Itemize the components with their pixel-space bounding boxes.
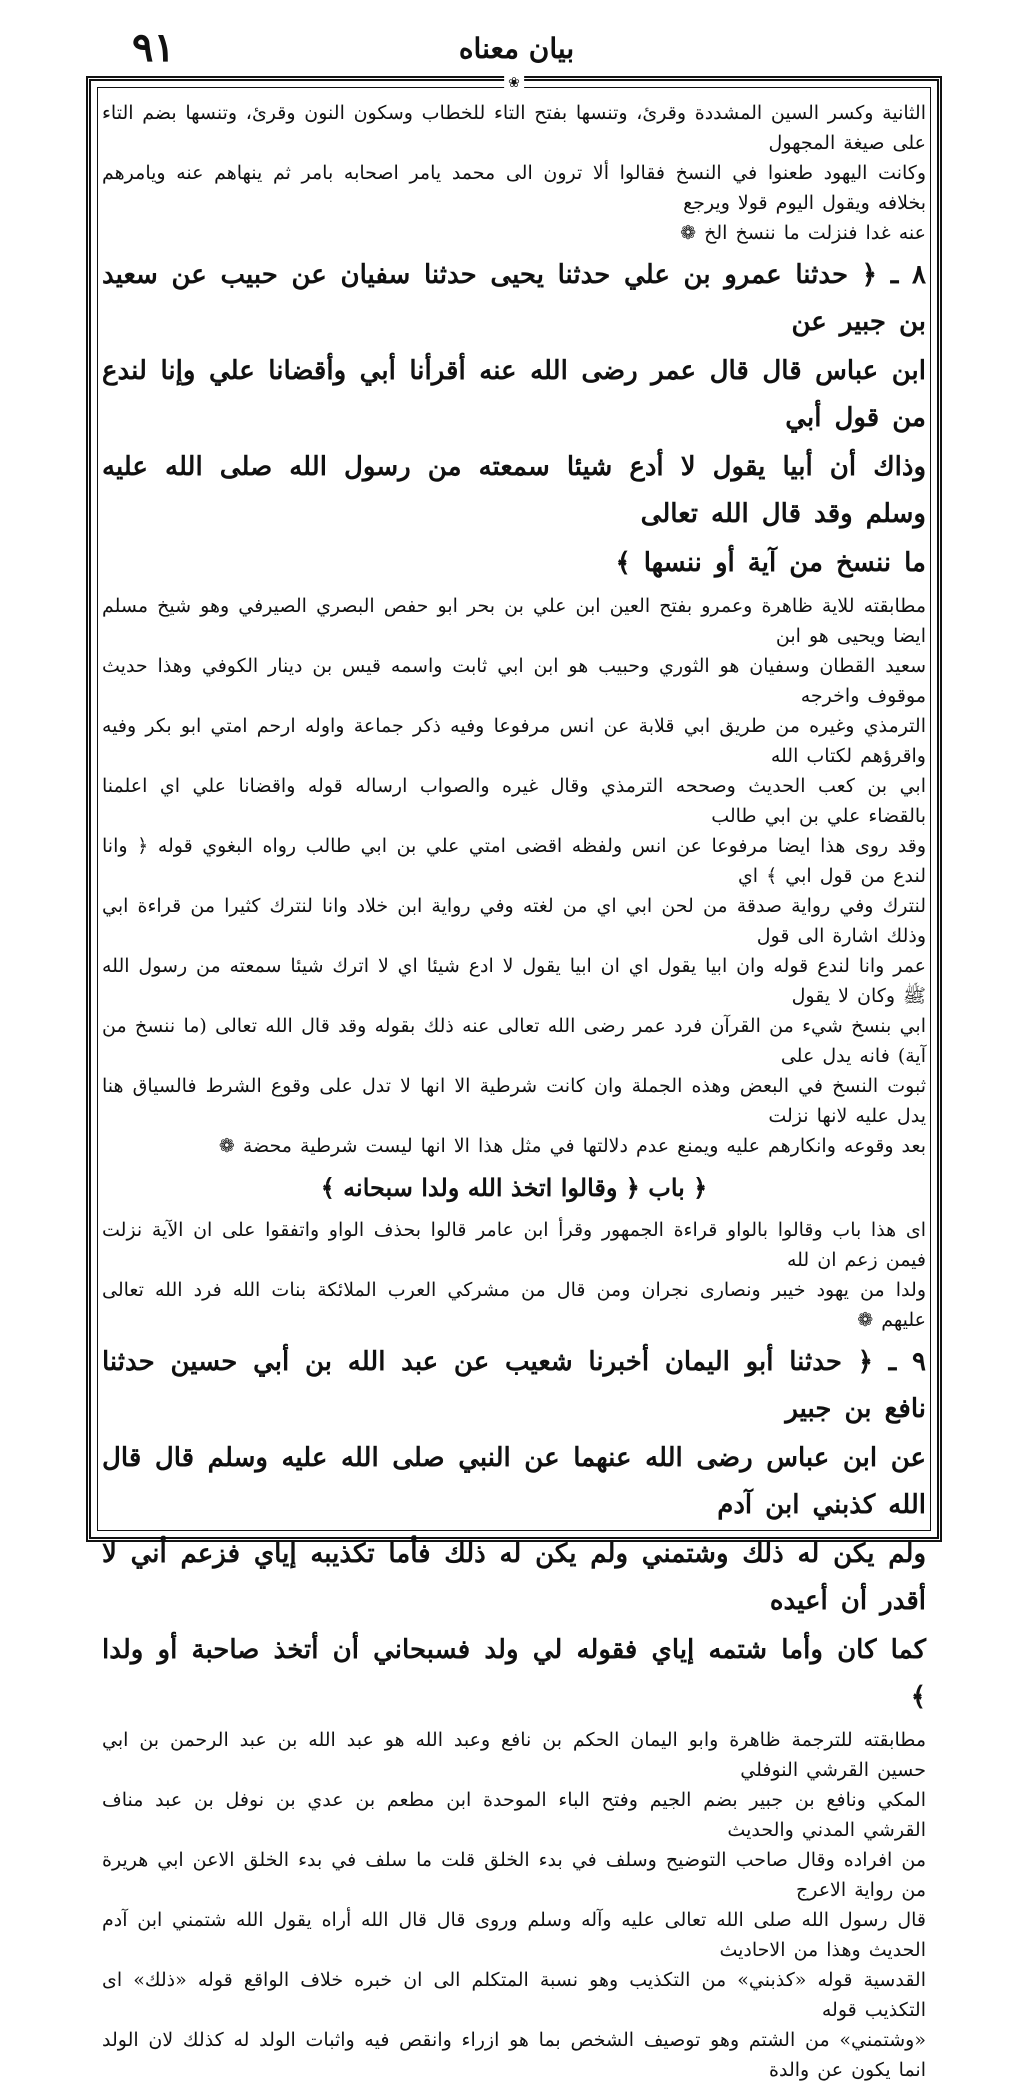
hadith-line: كما كان وأما شتمه إياي فقوله لي ولد فسبحاني أن أتخذ صاحبة أو ولدا ﴾ (102, 1635, 926, 1712)
text-line: عنه غدا فنزلت ما ننسخ الخ ❁ (680, 222, 926, 244)
text-line: مطابقته للترجمة ظاهرة وابو اليمان الحكم بن نافع وعبد الله هو عبد الله بن عبد الرحمن بن ابي حسين القرشي النوفلي (102, 1729, 926, 1781)
ornament-icon: ❀ (504, 75, 524, 91)
commentary-block-4 (102, 1725, 926, 2085)
hadith-line: ولم يكن له ذلك وشتمني ولم يكن له ذلك فأما تكذيبه إياي فزعم أني لا أقدر أن أعيده (102, 1539, 926, 1616)
text-line: ولدا من يهود خيبر ونصارى نجران ومن قال من مشركي العرب الملائكة بنات الله فرد الله تعالى عليهم ❁ (102, 1279, 926, 1331)
running-title: بیان معناه (458, 32, 575, 65)
text-line: سعيد القطان وسفيان هو الثوري وحبيب هو ابن ابي ثابت واسمه قيس بن دينار الكوفي وهذا حديث موقوف واخرجه (102, 655, 926, 707)
text-line: مطابقته للاية ظاهرة وعمرو بفتح العين ابن علي بن بحر ابو حفص البصري الصيرفي وهو شيخ مسلم ايضا ويحيى هو ابن (102, 595, 926, 647)
chapter-heading: ﴿ باب ﴿ وقالوا اتخذ الله ولدا سبحانه ﴾ (320, 1173, 708, 1202)
text-line: من افراده وقال صاحب التوضيح وسلف في بدء الخلق قلت ما سلف في بدء الخلق الاعن ابي هريرة من رواية الاعرج (102, 1849, 926, 1901)
page-number: ٩١ (132, 24, 175, 71)
text-line: لنترك وفي رواية صدقة من لحن ابي اي من لغته وفي رواية ابن خلاد وانا لنترك كثيرا من قراءة ابي وذلك اشارة الى قول (102, 895, 926, 947)
text-line: «وشتمني» من الشتم وهو توصيف الشخص بما هو ازراء وانقص فيه واثبات الولد له كذلك لان الولد انما يكون عن والدة (102, 2029, 926, 2081)
text-line: ثبوت النسخ في البعض وهذه الجملة وان كانت شرطية الا انها لا تدل على وقوع الشرط فالسياق هنا يدل عليه لانها نزلت (102, 1075, 926, 1127)
commentary-block-2 (102, 591, 926, 1161)
text-line: الترمذي وغيره من طريق ابي قلابة عن انس مرفوعا وفيه ذكر جماعة واوله ارحم امتي ابو بكر وفيه واقرؤهم لكتاب الله (102, 715, 926, 767)
text-line: بعد وقوعه وانكارهم عليه ويمنع عدم دلالتها في مثل هذا الا انها ليست شرطية محضة ❁ (218, 1135, 926, 1157)
commentary-block-3 (102, 1215, 926, 1335)
hadith-9 (102, 1339, 926, 1721)
text-line: اى هذا باب وقالوا بالواو قراءة الجمهور وقرأ ابن عامر قالوا بحذف الواو واتفقوا على ان الآية نزلت فيمن زعم ان لله (102, 1219, 926, 1271)
page-header (0, 14, 1033, 74)
commentary-block-1 (102, 98, 926, 248)
hadith-line: عن ابن عباس رضى الله عنهما عن النبي صلى الله عليه وسلم قال قال الله كذبني ابن آدم (102, 1443, 926, 1520)
text-line: ابي بنسخ شيء من القرآن فرد عمر رضى الله تعالى عنه ذلك بقوله وقد قال الله تعالى (ما ننسخ من آية) فانه يدل على (102, 1015, 926, 1067)
hadith-line: ٩ ـ ﴿ حدثنا أبو اليمان أخبرنا شعيب عن عبد الله بن أبي حسين حدثنا نافع بن جبير (102, 1347, 926, 1424)
hadith-8 (102, 252, 926, 587)
hadith-line: ٨ ـ ﴿ حدثنا عمرو بن علي حدثنا يحيى حدثنا سفيان عن حبيب عن سعيد بن جبير عن (102, 260, 926, 337)
hadith-line: ما ننسخ من آية أو ننسها ﴾ (615, 548, 926, 578)
hadith-line: وذاك أن أبيا يقول لا أدع شيئا سمعته من رسول الله صلى الله عليه وسلم وقد قال الله تعالى (102, 452, 926, 529)
text-line: المكي ونافع بن جبير بضم الجيم وفتح الباء الموحدة ابن مطعم بن عدي بن نوفل بن عبد مناف القرشي المدني والحديث (102, 1789, 926, 1841)
text-line: وقد روى هذا ايضا مرفوعا عن انس ولفظه اقضى امتي علي بن ابي طالب رواه البغوي قوله ﴿ وانا لندع من قول ابي ﴾ اي (102, 835, 926, 887)
text-line: وكانت اليهود طعنوا في النسخ فقالوا ألا ترون الى محمد يامر اصحابه بامر ثم ينهاهم عنه ويامرهم بخلافه ويقول اليوم قولا ويرجع (102, 162, 926, 214)
text-line: عمر وانا لندع قوله وان ابيا يقول اي ان ابيا يقول لا ادع شيئا اي لا اترك شيئا سمعته من رسول الله ﷺ وكان لا يقول (102, 955, 926, 1007)
text-line: الثانية وكسر السين المشددة وقرئ، وتنسها بفتح التاء للخطاب وسكون النون وقرئ، وتنسها بضم التاء على صيغة المجهول (102, 102, 926, 154)
main-text (102, 98, 926, 2089)
text-line: ابي بن كعب الحديث وصححه الترمذي وقال غيره والصواب ارساله قوله واقضانا علي اي اعلمنا بالقضاء علي بن ابي طالب (102, 775, 926, 827)
text-line: القدسية قوله «كذبني» من التكذيب وهو نسبة المتكلم الى ان خبره خلاف الواقع قوله «ذلك» اى التكذيب قوله (102, 1969, 926, 2021)
hadith-line: ابن عباس قال قال عمر رضى الله عنه أقرأنا أبي وأقضانا علي وإنا لندع من قول أبي (102, 356, 926, 433)
text-line: قال رسول الله صلى الله تعالى عليه وآله وسلم وروى قال قال الله أراه يقول الله شتمني ابن آدم الحديث وهذا من الاحاديث (102, 1909, 926, 1961)
